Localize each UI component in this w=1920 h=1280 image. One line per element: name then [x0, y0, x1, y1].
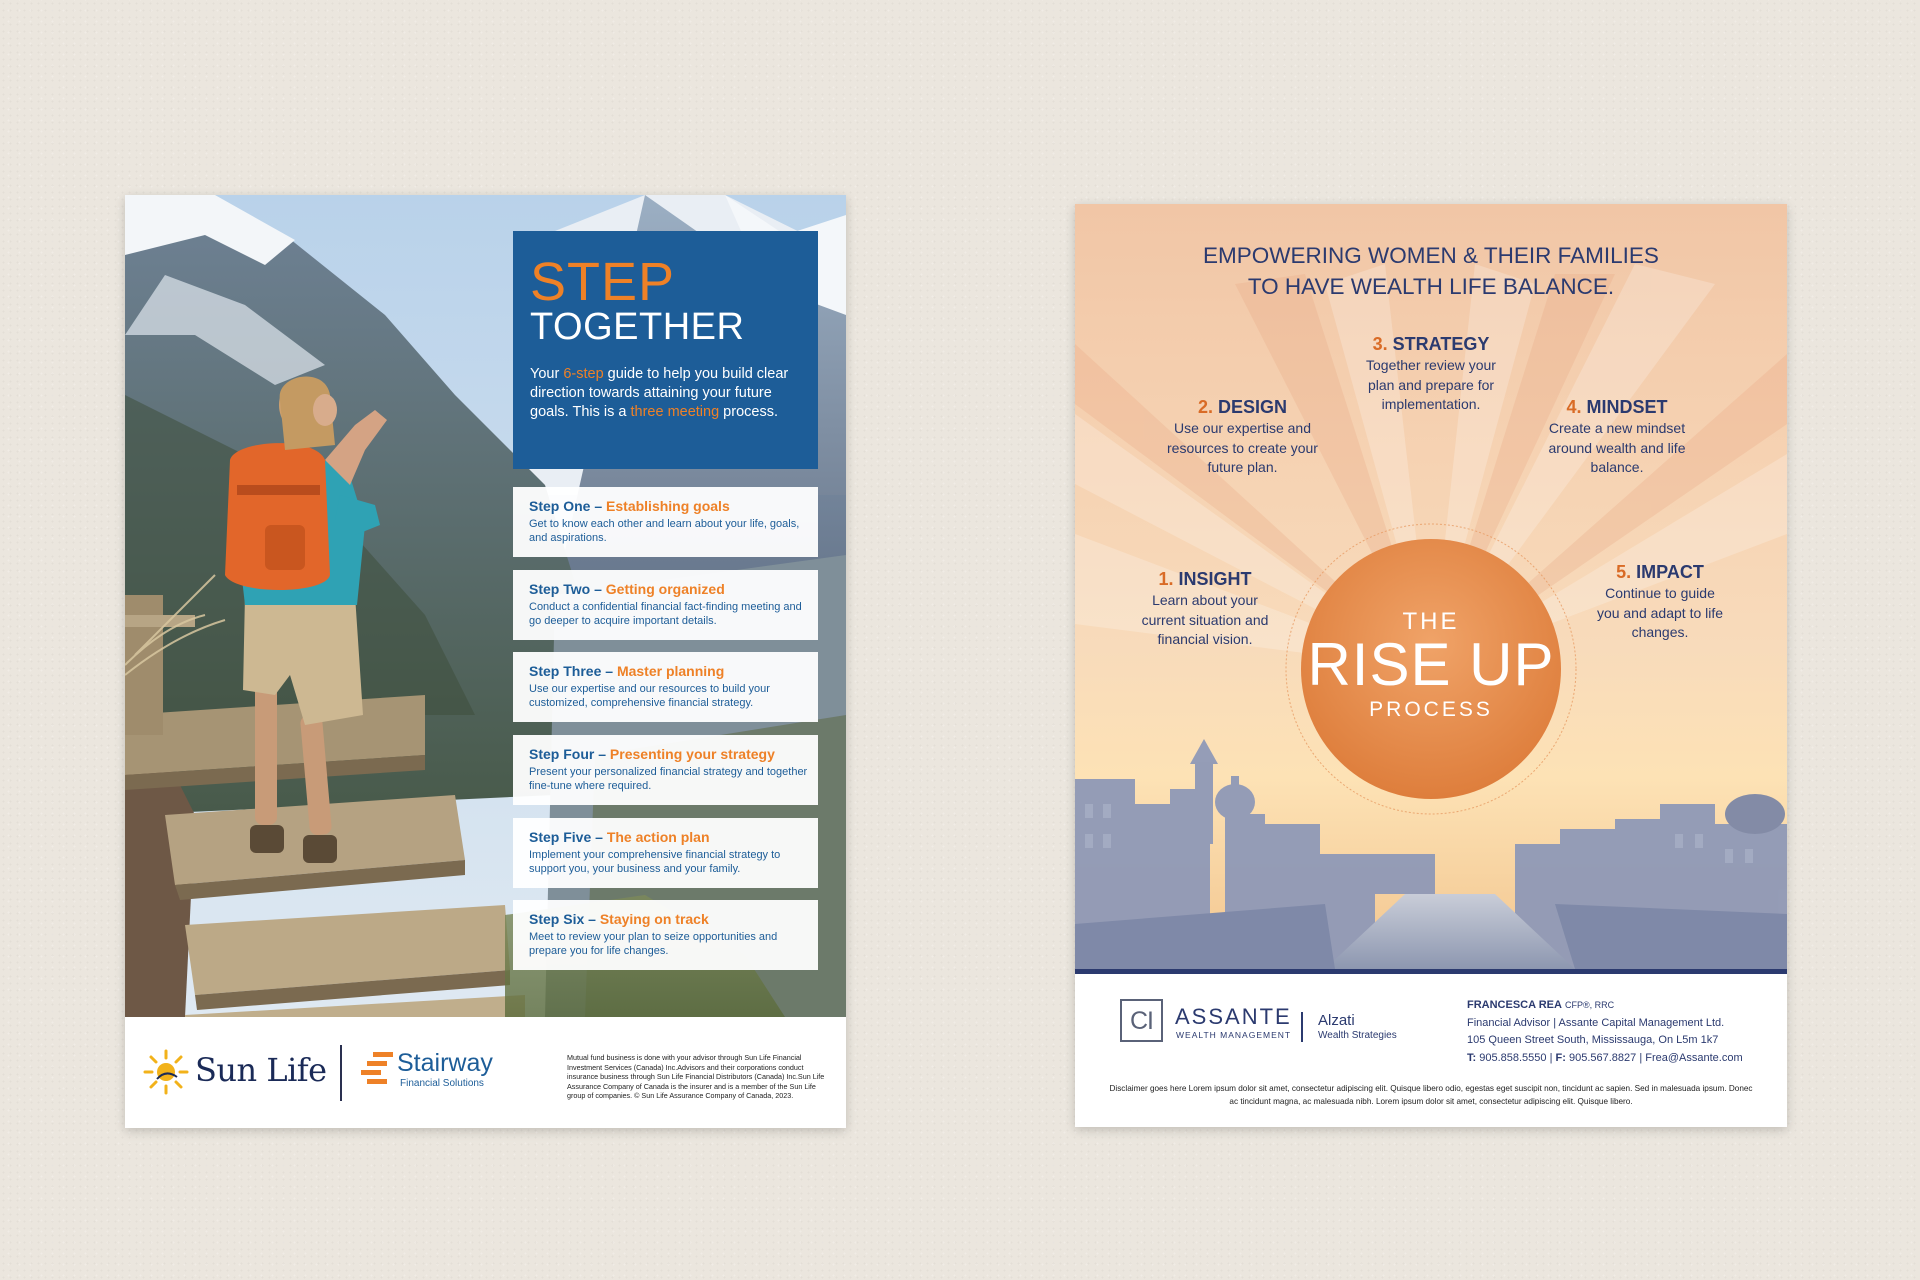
desc-highlight-steps: 6-step: [563, 366, 604, 382]
step-body: Get to know each other and learn about your life, goals, and aspirations.: [529, 518, 800, 544]
fax-number: 905.567.8827: [1568, 1051, 1637, 1064]
headline-line-2: TO HAVE WEALTH LIFE BALANCE.: [1247, 274, 1615, 299]
pillar-title: STRATEGY: [1392, 334, 1490, 354]
pillar-title: IMPACT: [1636, 562, 1704, 582]
headline-line-1: EMPOWERING WOMEN & THEIR FAMILIES: [1203, 243, 1659, 268]
step-card-six: [513, 900, 818, 970]
advisor-credentials: CFP®, RRC: [1565, 1000, 1615, 1010]
desc-highlight-meeting: three meeting: [630, 404, 720, 420]
step-card-four: [513, 735, 818, 805]
pillar-number: 3.: [1372, 334, 1388, 354]
step-card-one: [513, 487, 818, 557]
headline: [1075, 240, 1787, 302]
step-number: Step Three: [529, 663, 602, 679]
circle-rise-up: RISE UP: [1307, 631, 1555, 698]
step-name: Establishing goals: [606, 498, 730, 514]
pillar-body: Use our expertise and resources to create your future plan.: [1167, 420, 1318, 475]
left-flyer-footer: [125, 1017, 846, 1128]
circle-process: PROCESS: [1369, 698, 1493, 721]
rise-up-graphic: [1075, 204, 1787, 969]
disclaimer-text: Disclaimer goes here Lorem ipsum dolor sit amet, consectetur adipiscing elit. Quisque libero odio, egestas eget suscipit non, tincidunt ac sapien. Sed in malesuada ipsum. Donec ac tincidunt magna, ac malesuada nibh. Lorem ipsum dolor sit amet, consectetur adipiscing elit. Quisque libero.: [1109, 1084, 1753, 1106]
stairway-logo-icon: [361, 1052, 393, 1084]
step-card-five: [513, 818, 818, 888]
pillar-number: 2.: [1197, 397, 1213, 417]
phone-number: 905.858.5550: [1479, 1051, 1547, 1064]
step-number: Step Five: [529, 829, 592, 845]
advisor-name: FRANCESCA REA: [1467, 999, 1562, 1011]
alzati-wordmark: Alzati: [1318, 1012, 1355, 1029]
ci-logo-text: CI: [1130, 1007, 1153, 1035]
step-name: Staying on track: [599, 911, 709, 927]
step-separator: –: [591, 829, 607, 845]
step-card-two: [513, 570, 818, 640]
legal-text: Mutual fund business is done with your advisor through Sun Life Financial Investment Services (Canada) Inc.Advisors and their corporations conduct insurance business through Sun Life Financial Distributors (Canada) Inc.Sun Life Assurance Company of Canada is the insurer and is a member of the Sun Life group of companies. © Sun Life Assurance Company of Canada, 2023.: [567, 1053, 825, 1101]
stairway-subtitle: Financial Solutions: [400, 1078, 484, 1089]
footer-divider-bar: [1075, 969, 1787, 974]
pillar-title: DESIGN: [1218, 397, 1288, 417]
pillar-body: Continue to guide you and adapt to life changes.: [1596, 585, 1724, 640]
step-body: Conduct a confidential financial fact-finding meeting and go deeper to acquire important details.: [529, 601, 802, 627]
logo-divider: [1301, 1012, 1303, 1042]
step-number: Step One: [529, 498, 591, 514]
step-separator: –: [590, 498, 607, 514]
step-name: Getting organized: [605, 581, 725, 597]
pillar-design: [1155, 397, 1330, 478]
step-number: Step Two: [529, 581, 591, 597]
step-separator: –: [601, 663, 617, 679]
pillar-number: 5.: [1616, 562, 1632, 582]
advisor-contact: FRANCESCA REA CFP®, RRC Financial Advisor | Assante Capital Management Ltd. 105 Queen Street South, Mississauga, On L5m 1k7 T: 905.858.5550 | F: 905.567.8827 | Frea@Assante.com: [1467, 997, 1777, 1067]
step-body: Use our expertise and our resources to build your customized, comprehensive financial strategy.: [529, 683, 770, 709]
advisor-role: Financial Advisor | Assante Capital Management Ltd.: [1467, 1016, 1725, 1029]
title-description: [530, 365, 810, 422]
step-separator: –: [584, 911, 600, 927]
sunlife-wordmark: Sun Life: [195, 1051, 327, 1089]
mountain-hiker-photo: [125, 195, 846, 1017]
fax-label: F:: [1555, 1051, 1566, 1064]
email-address: Frea@Assante.com: [1645, 1051, 1743, 1064]
sun-logo-icon: [143, 1049, 189, 1095]
pillar-title: MINDSET: [1586, 397, 1668, 417]
pillar-body: Together review your plan and prepare for implementation.: [1366, 357, 1496, 412]
stairway-wordmark: Stairway: [397, 1049, 493, 1077]
step-body: Implement your comprehensive financial strategy to support you, your business and your family.: [529, 849, 781, 875]
pillar-number: 1.: [1158, 569, 1174, 589]
logo-divider: [340, 1045, 342, 1101]
circle-the: THE: [1402, 608, 1460, 635]
step-card-three: [513, 652, 818, 722]
assante-subtitle: WEALTH MANAGEMENT: [1176, 1030, 1292, 1040]
rise-up-flyer: [1075, 204, 1787, 1127]
pillar-body: Create a new mindset around wealth and life balance.: [1548, 420, 1686, 475]
step-name: Master planning: [616, 663, 725, 679]
pillar-number: 4.: [1566, 397, 1582, 417]
phone-label: T:: [1467, 1051, 1477, 1064]
pillar-mindset: [1537, 397, 1697, 478]
title-box: [513, 231, 818, 469]
step-body: Meet to review your plan to seize opportunities and prepare you for life changes.: [529, 931, 778, 957]
advisor-address: 105 Queen Street South, Mississauga, On L5m 1k7: [1467, 1034, 1719, 1046]
desc-text: guide to help you build clear direction towards attaining your future goals. This is a: [530, 366, 789, 420]
assante-wordmark: ASSANTE: [1175, 1004, 1292, 1029]
title-together: TOGETHER: [530, 306, 745, 348]
pillar-title: INSIGHT: [1178, 569, 1252, 589]
step-name: The action plan: [606, 829, 710, 845]
step-separator: –: [590, 581, 606, 597]
alzati-subtitle: Wealth Strategies: [1318, 1030, 1397, 1041]
step-body: Present your personalized financial strategy and together fine-tune where required.: [529, 766, 808, 792]
ci-logo-icon: [1120, 999, 1163, 1042]
pillar-strategy: [1361, 334, 1501, 415]
pillar-body: Learn about your current situation and financial vision.: [1141, 592, 1269, 647]
step-name: Presenting your strategy: [609, 746, 775, 762]
step-number: Step Four: [529, 746, 595, 762]
title-step: STEP: [530, 252, 676, 312]
desc-text: process.: [719, 404, 778, 420]
desc-text: Your: [530, 366, 564, 382]
step-together-flyer: [125, 195, 846, 1128]
step-separator: –: [594, 746, 610, 762]
step-number: Step Six: [529, 911, 585, 927]
